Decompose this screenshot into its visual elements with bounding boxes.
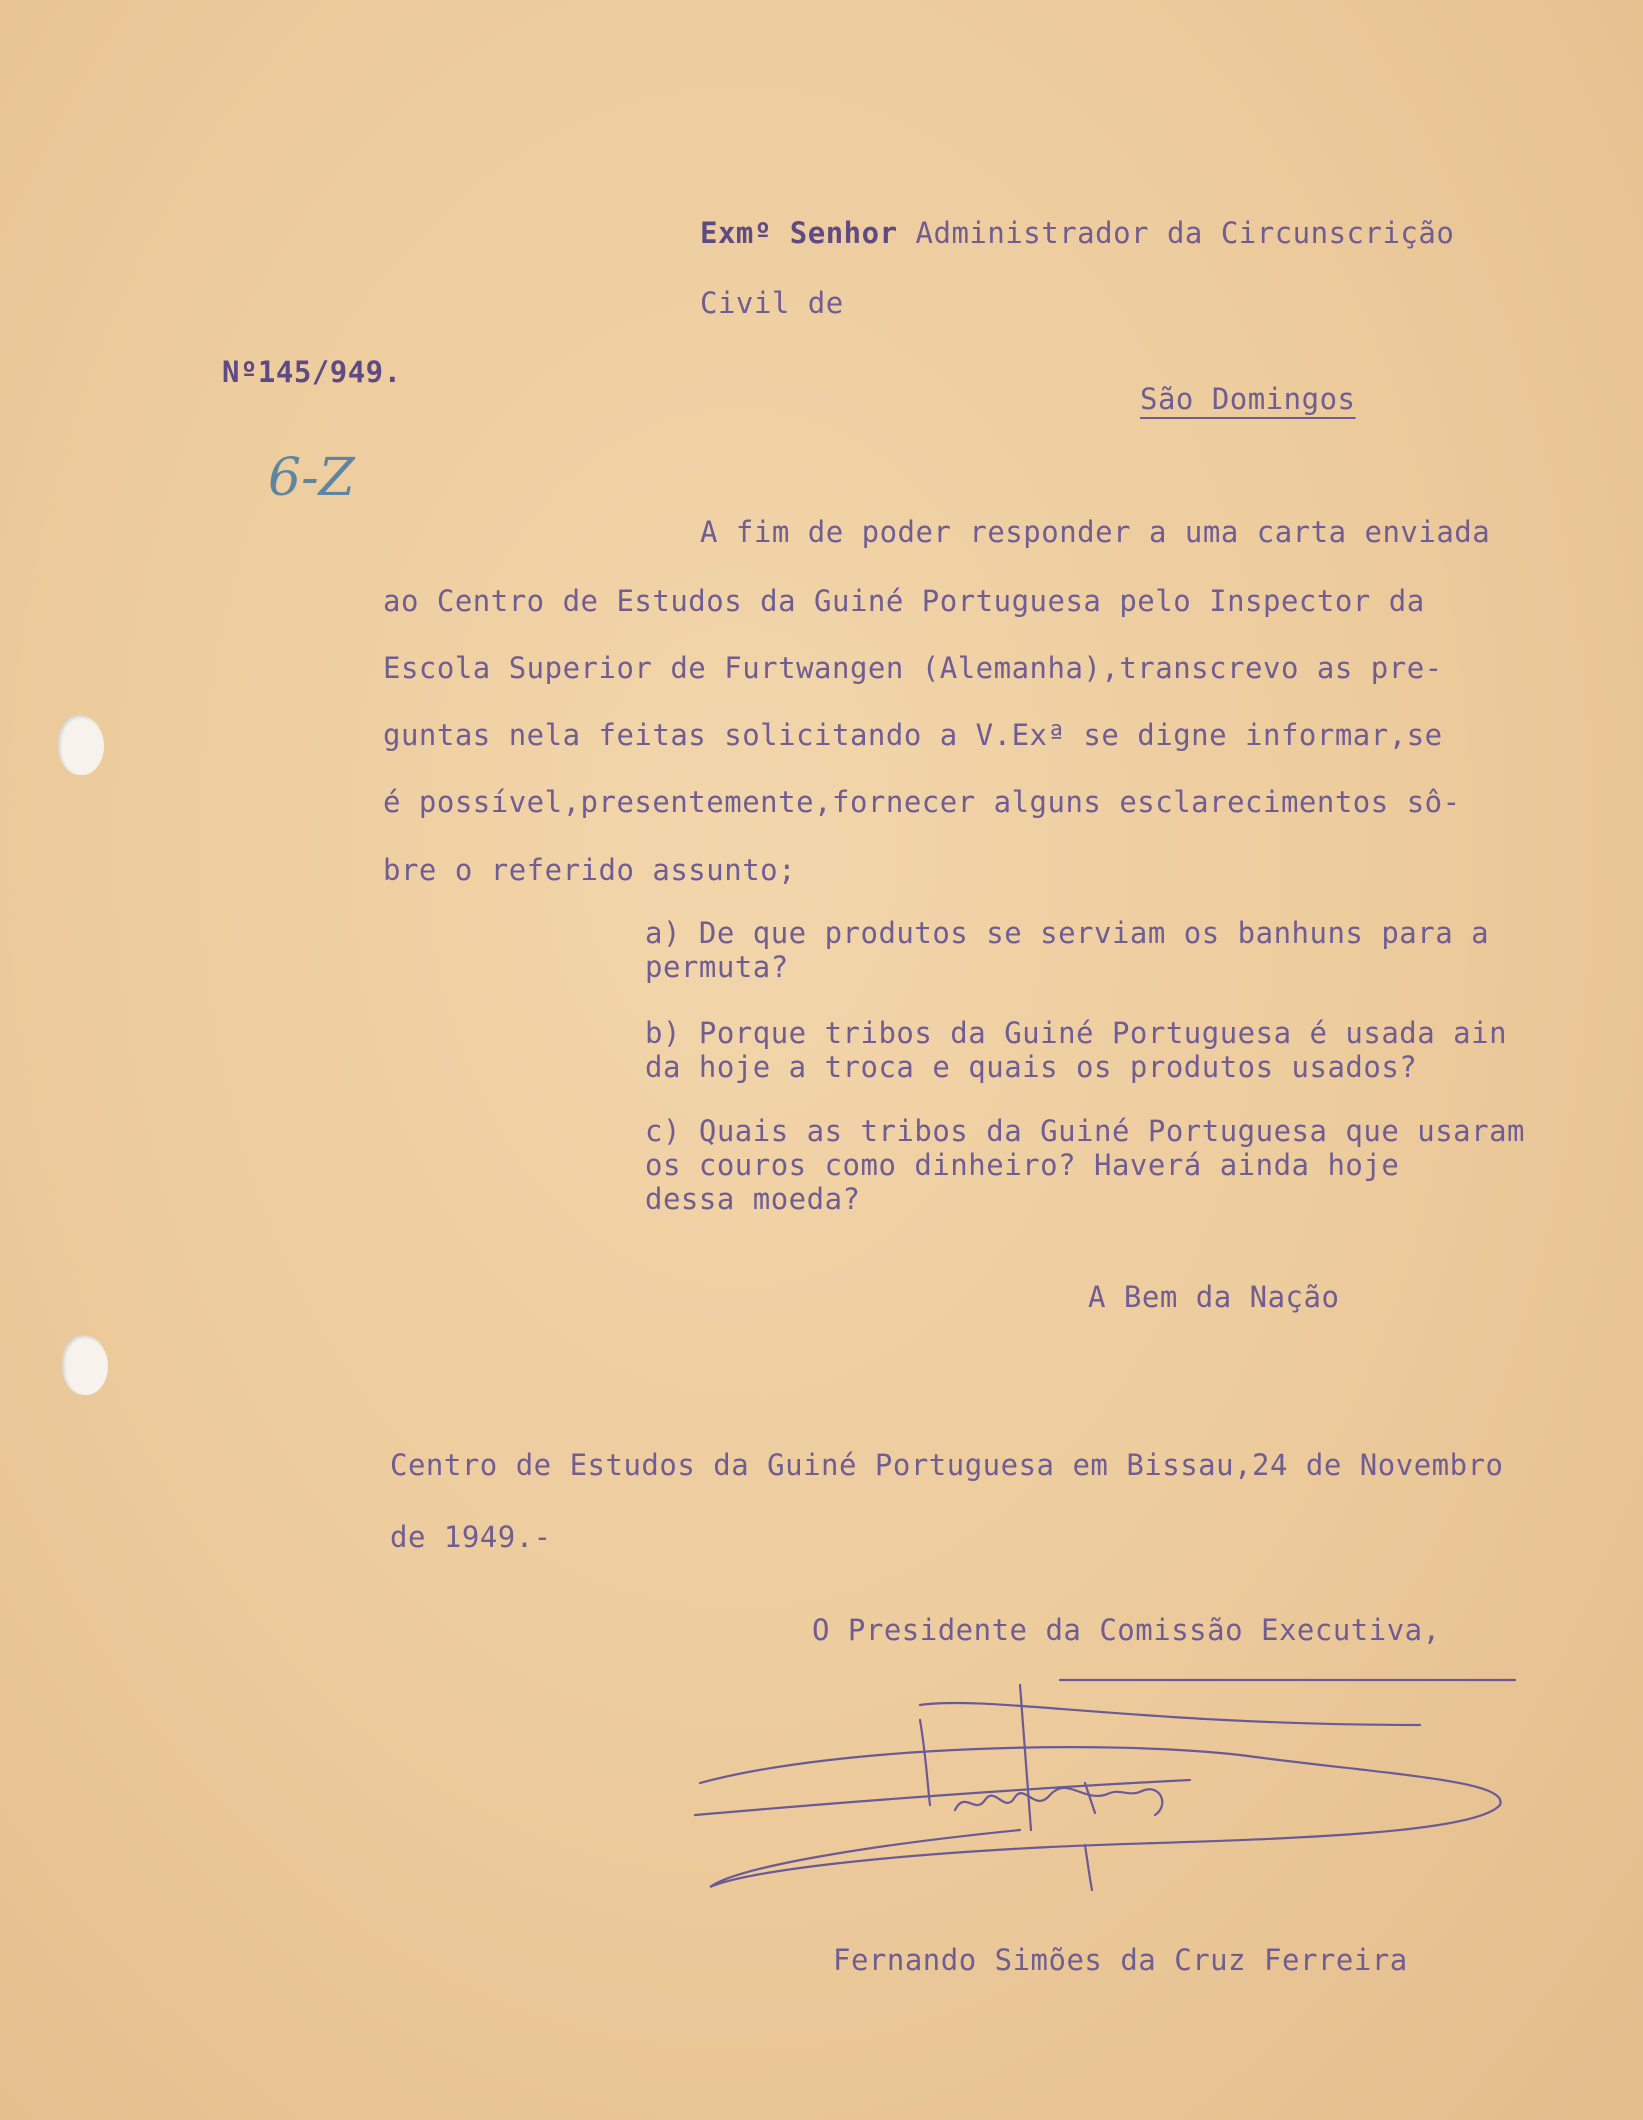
salutation: A Bem da Nação (1088, 1280, 1340, 1314)
punch-hole-top (58, 715, 104, 775)
signatory-name: Fernando Simões da Cruz Ferreira (833, 1943, 1408, 1977)
question-c-line: c) Quais as tribos da Guiné Portuguesa que usaram (645, 1114, 1526, 1148)
body-line: guntas nela feitas solicitando a V.Exª se digne informar,se (383, 718, 1443, 752)
question-b-line: da hoje a troca e quais os produtos usados? (645, 1050, 1418, 1084)
place-date-line: de 1949.- (390, 1520, 552, 1554)
handwritten-note: 6-Z (268, 448, 355, 508)
body-line: Escola Superior de Furtwangen (Alemanha),transcrevo as pre- (383, 651, 1443, 685)
signatory-title: O Presidente da Comissão Executiva, (812, 1613, 1441, 1647)
body-line: ao Centro de Estudos da Guiné Portuguesa pelo Inspector da (383, 584, 1425, 618)
question-c-line: dessa moeda? (645, 1182, 861, 1216)
question-b-line: b) Porque tribos da Guiné Portuguesa é usada ain (645, 1016, 1508, 1050)
body-line: é possível,presentemente,fornecer alguns esclarecimentos sô- (383, 785, 1461, 819)
punch-hole-bottom (62, 1335, 108, 1395)
body-line: A fim de poder responder a uma carta enviada (700, 515, 1491, 549)
place-date-line: Centro de Estudos da Guiné Portuguesa em Bissau,24 de Novembro (390, 1448, 1504, 1482)
address-line-2: Civil de (700, 286, 844, 320)
recipient-place: São Domingos (1140, 382, 1356, 416)
address-line-1: Exmº Senhor Administrador da Circunscrição (700, 216, 1455, 250)
question-a-line: permuta? (645, 950, 789, 984)
signature-icon (690, 1665, 1520, 1905)
reference-number: Nº145/949. (222, 355, 402, 389)
question-a-line: a) De que produtos se serviam os banhuns para a (645, 916, 1490, 950)
question-c-line: os couros como dinheiro? Haverá ainda hoje (645, 1148, 1400, 1182)
body-line: bre o referido assunto; (383, 853, 797, 887)
